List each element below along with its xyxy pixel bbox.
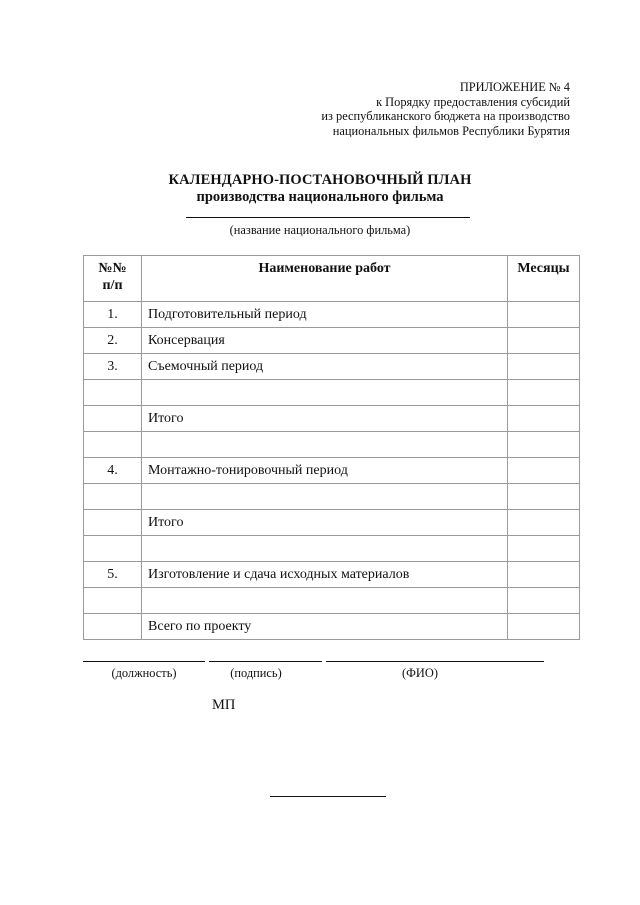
- table-row: [84, 614, 580, 640]
- row-work: Монтажно-тонировочный период: [142, 458, 508, 484]
- table-row: [84, 536, 580, 562]
- row-months: [508, 484, 580, 510]
- name-line: [326, 661, 544, 662]
- stamp-place: МП: [212, 697, 236, 713]
- position-line: [83, 661, 205, 662]
- row-months: [508, 614, 580, 640]
- row-work: [142, 536, 508, 562]
- row-work: Подготовительный период: [142, 302, 508, 328]
- appendix-title: ПРИЛОЖЕНИЕ № 4: [459, 80, 570, 94]
- row-months: [508, 302, 580, 328]
- row-work: [142, 432, 508, 458]
- row-months: [508, 354, 580, 380]
- table-row: [84, 302, 580, 328]
- table-row: [84, 588, 580, 614]
- row-number: [84, 406, 142, 432]
- row-number: [84, 536, 142, 562]
- film-name-caption: (название национального фильма): [229, 223, 411, 237]
- row-months: [508, 432, 580, 458]
- signature-label: (подпись): [230, 666, 282, 680]
- table-row: [84, 510, 580, 536]
- row-number: 3.: [84, 354, 142, 380]
- position-label: (должность): [111, 666, 177, 680]
- table-row: [84, 328, 580, 354]
- row-months: [508, 510, 580, 536]
- row-number: 4.: [84, 458, 142, 484]
- row-number: 2.: [84, 328, 142, 354]
- row-number: 5.: [84, 562, 142, 588]
- appendix-line: национальных фильмов Республики Бурятия: [332, 123, 570, 138]
- row-months: [508, 536, 580, 562]
- plan-table: [83, 255, 580, 640]
- appendix-line: к Порядку предоставления субсидий: [376, 94, 570, 109]
- row-months: [508, 588, 580, 614]
- row-number: [84, 432, 142, 458]
- row-months: [508, 380, 580, 406]
- row-work: [142, 380, 508, 406]
- header-num: №№ п/п: [84, 256, 142, 302]
- table-row: [84, 484, 580, 510]
- table-row: [84, 562, 580, 588]
- row-work: Консервация: [142, 328, 508, 354]
- row-number: 1.: [84, 302, 142, 328]
- film-name-line: [186, 217, 470, 218]
- row-work: Изготовление и сдача исходных материалов: [142, 562, 508, 588]
- table-row: [84, 380, 580, 406]
- document-title: КАЛЕНДАРНО-ПОСТАНОВОЧНЫЙ ПЛАН: [168, 172, 472, 188]
- table-row: [84, 354, 580, 380]
- row-months: [508, 328, 580, 354]
- table-row: [84, 458, 580, 484]
- row-work: Съемочный период: [142, 354, 508, 380]
- appendix-line: из республиканского бюджета на производство: [321, 109, 570, 123]
- signature-line: [209, 661, 322, 662]
- name-label: (ФИО): [402, 666, 438, 680]
- appendix-header: [210, 80, 570, 138]
- row-work: Всего по проекту: [142, 614, 508, 640]
- row-number: [84, 588, 142, 614]
- row-number: [84, 614, 142, 640]
- row-work: [142, 484, 508, 510]
- row-months: [508, 458, 580, 484]
- row-number: [84, 380, 142, 406]
- row-number: [84, 510, 142, 536]
- document-subtitle: производства национального фильма: [196, 189, 444, 205]
- row-months: [508, 406, 580, 432]
- table-header-row: [84, 256, 580, 302]
- table-row: [84, 432, 580, 458]
- header-months: Месяцы: [508, 256, 580, 302]
- row-work: [142, 588, 508, 614]
- row-work: Итого: [142, 510, 508, 536]
- row-work: Итого: [142, 406, 508, 432]
- table-row: [84, 406, 580, 432]
- header-work: Наименование работ: [142, 256, 508, 302]
- footer-line: [270, 796, 386, 797]
- row-number: [84, 484, 142, 510]
- row-months: [508, 562, 580, 588]
